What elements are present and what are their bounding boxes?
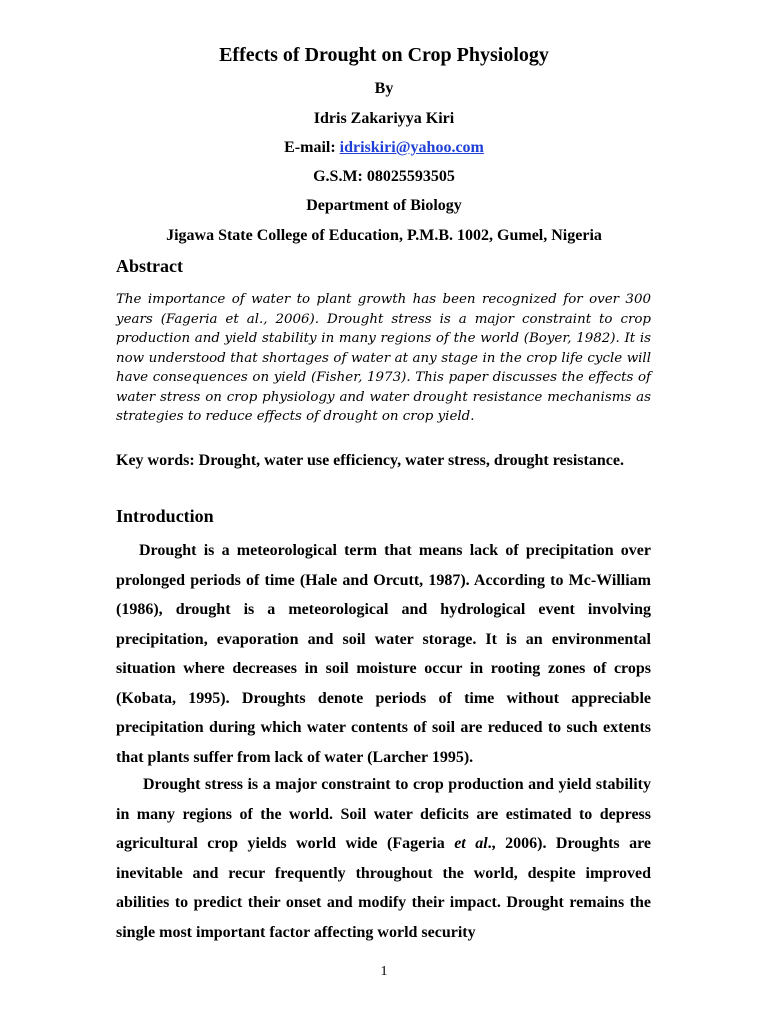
- author-name: Idris Zakariyya Kiri: [313, 110, 455, 127]
- introduction-heading: Introduction: [116, 506, 214, 526]
- keywords: Key words: Drought, water use efficiency, water stress, drought resistance.: [116, 452, 624, 469]
- paragraph-2-italic-citation: et al: [454, 835, 488, 852]
- department: Department of Biology: [306, 197, 462, 214]
- document-title: Effects of Drought on Crop Physiology: [219, 44, 549, 66]
- abstract-heading: Abstract: [116, 256, 183, 276]
- paragraph-2-text-start: Drought stress is a major constraint to crop production and yield stability in many regions of the world. Soil water deficits are estimated to depress agricultural crop yields world wide (Fageria: [116, 776, 651, 852]
- byline: By: [374, 80, 394, 97]
- paragraph-2-text-end: ., 2006). Droughts are inevitable and recur frequently throughout the world, despite improved abilities to predict their onset and modify their impact. Drought remains the single most important factor affecting world security: [116, 835, 651, 941]
- introduction-paragraph-1: Drought is a meteorological term that means lack of precipitation over prolonged periods of time (Hale and Orcutt, 1987). According to Mc-William (1986), drought is a meteorological and hydrological event involving precipitation, evaporation and soil water storage. It is an environmental situation where decreases in soil moisture occur in rooting zones of crops (Kobata, 1995). Droughts denote periods of time without appreciable precipitation during which water contents of soil are reduced to such extents that plants suffer from lack of water (Larcher 1995).: [116, 542, 651, 766]
- email-link[interactable]: idriskiri@yahoo.com: [339, 139, 484, 156]
- author-email-line: [0, 139, 768, 157]
- page-number: 1: [380, 964, 388, 979]
- introduction-paragraph-2: [116, 770, 651, 947]
- email-label: E-mail:: [284, 139, 336, 156]
- author-phone: G.S.M: 08025593505: [313, 168, 455, 185]
- institution: Jigawa State College of Education, P.M.B. 1002, Gumel, Nigeria: [166, 227, 602, 244]
- abstract-text: The importance of water to plant growth has been recognized for over 300 years (Fageria et al., 2006). Drought stress is a major constraint to crop production and yield stability in many regions of the world (Boyer, 1982). It is now understood that shortages of water at any stage in the crop life cycle will have consequences on yield (Fisher, 1973). This paper discusses the effects of water stress on crop physiology and water drought resistance mechanisms as strategies to reduce effects of drought on crop yield.: [116, 292, 651, 424]
